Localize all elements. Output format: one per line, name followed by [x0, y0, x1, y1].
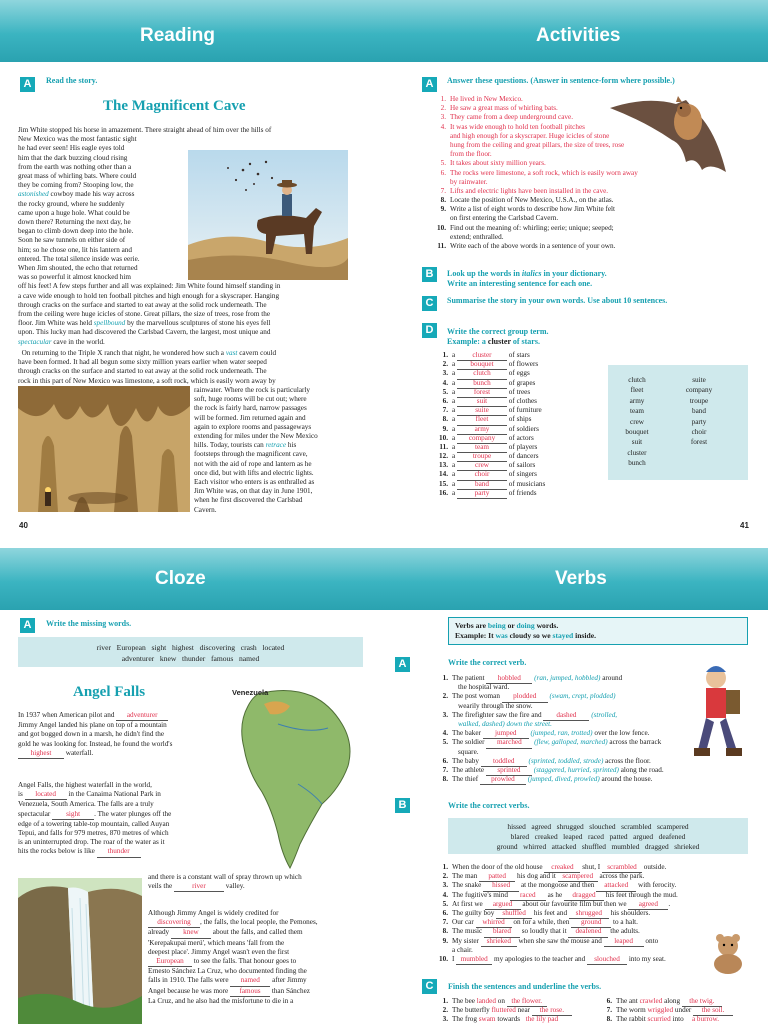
answer-line: 2. He saw a great mass of whirling bats.	[440, 104, 558, 113]
map-label-venezuela: Venezuela	[232, 688, 269, 697]
cloze-paragraph-3: and there is a constant wall of spray thrown up which veils the river valley.	[148, 873, 368, 892]
bat-illustration	[606, 92, 740, 192]
verb-item-continued: wearily through the snow.	[458, 701, 533, 710]
story-line: floor. Jim White was held spellbound by the marvellous sculptures of stone his eyes fell	[18, 319, 271, 328]
finish-sentence-item: 8. The rabbit scurried into a burrow.	[598, 1015, 758, 1024]
group-term-answer: choir	[457, 470, 507, 480]
group-term-item: 8. a fleet of ships	[434, 415, 604, 424]
story-line: was so powerful it almost knocked him	[18, 273, 131, 282]
story-line: once did, but with lifts and electric lights.	[194, 468, 314, 477]
verb-item: 8. The thief prowled (jumped, dived, prowled) around the house.	[434, 775, 724, 784]
answer-line: 9. Write a list of eight words to describe how Jim White felt	[440, 205, 616, 214]
story-line: Soon he saw tunnels on either side of	[18, 236, 126, 245]
group-term-answer: company	[457, 434, 507, 444]
word-box-word: clutch	[628, 376, 646, 384]
story-line: a cave wide enough to hold ten football pitches and high enough for a skyscraper. Hanging	[18, 291, 280, 300]
verb-answer: raced	[510, 891, 546, 901]
verb-answer: scrambled	[602, 863, 642, 873]
verbs-badge-b: B	[395, 798, 410, 813]
verbs-words-line3: ground whirred attacked shuffled mumbled dragged shrieked	[496, 842, 700, 851]
verb-answer: patted	[479, 872, 515, 882]
group-term-answer: clutch	[457, 369, 507, 379]
story-line: he had ever seen! His eagle eyes told	[18, 144, 125, 153]
activities-header: Activities	[536, 25, 621, 46]
answer-line: 1. He lived in New Mexico.	[440, 95, 523, 103]
story-line: down there? Returning the next day, he	[18, 218, 131, 227]
activities-badge-c: C	[422, 296, 437, 311]
verb-item: 5. The soldier marched (flew, galloped, marched) across the barrack	[434, 738, 724, 747]
group-term-answer: troupe	[457, 452, 507, 462]
answer-famous: famous	[230, 987, 270, 997]
answer-river: river	[174, 882, 224, 892]
verb-item: 3. The firefighter saw the fire and dashed (strolled,	[434, 711, 724, 720]
cloze-paragraph-4: Although Jimmy Angel is widely credited for discovering , the falls, the local people, the Pemones, already knew about the falls, and called them 'Kerepakupai merú', which means 'fall from the deepest place'. Jimmy Angel wasn't even the first European to see the falls. That honour goes to Ernesto Sánchez La Cruz, who documented finding the falls in 1910. The falls were named after Jimmy Angel because he was more famous than Sánchez La Cruz, and he also had the misfortune to die in a	[148, 909, 318, 1005]
story-paragraph-3	[194, 386, 364, 515]
story-line: began to climb down deep into the hole.	[18, 227, 134, 236]
word-box-word: party	[691, 417, 707, 426]
hiker-illustration	[676, 660, 756, 760]
story-line: astonished cowboy made his way across	[18, 190, 135, 199]
group-term-answer: suite	[457, 406, 507, 416]
reading-badge-a: A	[20, 77, 35, 92]
story-line: great mass of whirling bats. Where could	[18, 172, 137, 181]
verb-answer: whirred	[476, 918, 512, 928]
story-line: rainwater. Where the rock is particularly	[194, 386, 311, 394]
cloze-instruction: Write the missing words.	[46, 619, 132, 628]
story-line: from the earth was nothing other than a	[18, 162, 132, 171]
answer-european: European	[148, 957, 192, 967]
group-term-item: 4. a bunch of grapes	[434, 379, 604, 388]
story-line: off his feet! A few steps further and all was explained: Jim White found himself standing in	[18, 282, 281, 291]
finish-sentence-item: 3. The frog swam towards the lily pad	[434, 1015, 604, 1024]
word-box-left-column	[614, 375, 660, 469]
verb-sentence: 5. At first we argued about our favourite film but then we agreed .	[434, 900, 734, 909]
verb-sentence: 10. I mumbled my apologies to the teacher and slouched into my seat.	[434, 955, 734, 964]
word-box-word: forest	[690, 438, 708, 447]
story-line: extending for miles under the New Mexico	[194, 432, 318, 441]
answer-line: by rainwater.	[450, 177, 488, 186]
word-box-word: choir	[691, 428, 707, 437]
word-box-word: troupe	[689, 396, 709, 405]
verb-item: 1. The patient hobbled (ran, jumped, hobbled) around	[434, 674, 724, 683]
verb-item: 6. The baby toddled (sprinted, toddled, strode) across the floor.	[434, 757, 724, 766]
word-box-word: bouquet	[625, 428, 649, 437]
verb-answer: argued	[485, 900, 521, 910]
verb-answer: prowled	[480, 775, 526, 785]
word-box-word: crew	[630, 417, 644, 426]
group-term-item: 12. a troupe of dancers	[434, 452, 604, 461]
verbs-definition-box: Verbs are being or doing words. Example: It was cloudy so we stayed inside.	[448, 617, 748, 645]
finish-sentence-answer: the rose.	[532, 1006, 572, 1016]
activities-b-line2: Write an interesting sentence for each one.	[447, 279, 593, 288]
verb-answer: blared	[484, 927, 520, 937]
word-box-word: suite	[692, 376, 706, 384]
finish-sentence-answer: the soil.	[693, 1006, 733, 1016]
answer-line: 8. Locate the position of New Mexico, U.S.A., on the atlas.	[440, 196, 614, 205]
verb-answer: deafened	[568, 927, 608, 937]
verb-item-continued: the hospital ward.	[458, 683, 510, 692]
answer-located: located	[25, 790, 67, 800]
cowboy-with-bats-illustration	[188, 150, 348, 280]
story-line: not with the aid of rope and lantern as he	[194, 459, 312, 468]
story-line: entered. The total silence inside was eerie.	[18, 254, 140, 263]
word-box-word: company	[685, 386, 713, 395]
verb-answer: agreed	[628, 900, 668, 910]
finish-sentence-answer: the flower.	[507, 997, 547, 1007]
verb-sentence: a chair.	[452, 945, 473, 954]
group-term-item: 10. a company of actors	[434, 434, 604, 443]
verb-sentence: 7. Our car whirred on for a while, then ground to a halt.	[434, 918, 734, 927]
group-term-item: 15. a band of musicians	[434, 480, 604, 489]
reading-header: Reading	[140, 25, 215, 46]
cloze-paragraph-2: Angel Falls, the highest waterfall in the world, is located in the Canaima National Park in Venezuela, South America. The falls are a truly spectacular sight . The water plunges off the edge of a towering table-top mountain, called Auyan Tepui, and falls for 979 metres, 870 metres of which is an uninterrupted drop. The roar of the water as it hits the rocks below is like thunder	[18, 781, 218, 858]
cave-illustration	[18, 386, 190, 512]
verb-item: 2. The post woman plodded (swam, crept, plodded)	[434, 692, 724, 701]
verb-item: 4. The baker jumped (jumped, ran, trotted) over the low fence.	[434, 729, 724, 738]
story-line: him that the dark buzzing cloud rising	[18, 153, 128, 162]
verb-answer: mumbled	[456, 955, 492, 965]
story-line: footsteps through the magnificent cave,	[194, 450, 308, 459]
verbs-c-left-list	[434, 997, 604, 1024]
answer-sight: sight	[52, 810, 94, 820]
verb-answer: plodded	[502, 692, 548, 702]
finish-sentence-item: 6. The ant crawled along the twig.	[598, 997, 758, 1006]
story-line: spectacular cave in the world.	[18, 337, 105, 346]
cloze-words-line2: adventurer knew thunder famous named	[121, 654, 260, 663]
page-number-40: 40	[19, 521, 28, 530]
group-term-item: 5. a forest of trees	[434, 388, 604, 397]
verbs-b-list	[434, 863, 734, 964]
answer-discovering: discovering	[148, 918, 200, 928]
answer-line: on first entering the Carlsbad Cavern.	[450, 214, 559, 223]
group-term-answer: forest	[457, 388, 507, 398]
teddy-bear-illustration	[700, 930, 756, 974]
activities-badge-b: B	[422, 267, 437, 282]
verbs-badge-c: C	[422, 979, 437, 994]
story-line: Jim White was, on that day in June 1901,	[194, 487, 313, 496]
finish-sentence-answer: a burrow.	[685, 1015, 725, 1024]
story-line: from the ceiling were huge icicles of stone. Great pillars, the size of trees, rose from the	[18, 310, 271, 319]
verb-sentence: 3. The snake hissed at the mongoose and then attacked with ferocity.	[434, 881, 734, 890]
story-line: through cracks on the surface and started to eat away at the solid rock underneath. The	[18, 300, 267, 309]
answer-line: 5. It takes about sixty million years.	[440, 159, 546, 168]
group-term-answer: party	[457, 489, 507, 499]
cloze-title: Angel Falls	[73, 684, 146, 700]
activities-badge-a: A	[422, 77, 437, 92]
answer-highest: highest	[18, 749, 64, 759]
top-header-band	[0, 0, 768, 62]
finish-sentence-answer: the twig.	[682, 997, 722, 1007]
waterfall-illustration	[18, 878, 142, 1024]
verb-answer: shrieked	[481, 937, 517, 947]
cloze-badge-a: A	[20, 618, 35, 633]
activities-b-line1: Look up the words in italics in your dictionary.	[447, 269, 607, 278]
verb-item-continued: walked, dashed) down the street.	[458, 719, 552, 728]
page-number-41: 41	[740, 521, 749, 530]
verb-answer: attacked	[596, 881, 636, 891]
reading-instruction: Read the story.	[46, 76, 98, 85]
story-line: through cracks on the surface and started to eat away at the solid rock underneath. The	[18, 367, 267, 376]
word-box-word: band	[692, 407, 706, 416]
group-term-item: 3. a clutch of eggs	[434, 369, 604, 378]
verbs-header: Verbs	[555, 568, 607, 589]
story-title: The Magnificent Cave	[103, 98, 246, 114]
word-box-word: army	[629, 396, 645, 405]
story-line: the rocky ground, where he suddenly	[18, 199, 125, 208]
verb-answer: shuffled	[496, 909, 532, 919]
story-line: will be formed. Jim returned again and	[194, 413, 306, 422]
activities-a-instruction: Answer these questions. (Answer in sentence-form where possible.)	[447, 76, 675, 85]
verb-answer: jumped	[483, 729, 529, 739]
word-box-word: cluster	[627, 448, 647, 457]
verb-answer: leaped	[604, 937, 644, 947]
verb-sentence: 4. The fugitive's mind raced as he dragged his feet through the mud.	[434, 891, 734, 900]
verb-sentence: 8. The music blared so loudly that it deafened the adults.	[434, 927, 734, 936]
answer-line: 10. Find out the meaning of: whirling; eerie; unique; seeped;	[437, 223, 614, 232]
verb-answer: sprinted	[486, 766, 532, 776]
answer-line: 4. It was wide enough to hold ten football pitches	[440, 122, 585, 131]
verb-answer: hobbled	[486, 674, 532, 684]
verb-answer: scampered	[558, 872, 598, 882]
story-paragraph-2	[18, 349, 363, 386]
answer-line: 11. Write each of the above words in a sentence of your own.	[437, 242, 616, 250]
group-term-item: 13. a crew of sailors	[434, 461, 604, 470]
story-line: him; so he chose one, lit his lantern and	[18, 245, 132, 254]
group-term-item: 9. a army of soldiers	[434, 425, 604, 434]
finish-sentence-item: 2. The butterfly fluttered near the rose.	[434, 1006, 604, 1015]
bottom-header-band	[0, 548, 768, 610]
answer-adventurer: adventurer	[116, 711, 168, 721]
group-term-answer: bunch	[457, 379, 507, 389]
verb-sentence: 6. The guilty boy shuffled his feet and shrugged his shoulders.	[434, 909, 734, 918]
answer-thunder: thunder	[97, 847, 141, 857]
story-line: rock in this part of New Mexico was limestone, a soft rock, which is easily worn away by	[18, 376, 276, 385]
cloze-header: Cloze	[155, 568, 206, 589]
verbs-c-right-list	[598, 997, 758, 1024]
story-line: Jim White stopped his horse in amazement. There straight ahead of him over the hills of	[18, 126, 272, 134]
group-term-answer: crew	[457, 461, 507, 471]
story-line: upon. This lucky man had discovered the Carlsbad Cavern, the largest, most unique and	[18, 328, 271, 337]
story-line: again to explore rooms and passageways	[194, 422, 312, 431]
finish-sentence-answer: the lily pad	[522, 1015, 562, 1024]
group-term-answer: army	[457, 425, 507, 435]
story-line: soft, huge rooms will be cut out; where	[194, 395, 307, 404]
verb-sentence: 9. My sister shrieked when she saw the mouse and leaped onto	[434, 937, 734, 946]
verbs-c-instruction: Finish the sentences and underline the verbs.	[448, 982, 602, 991]
verbs-b-instruction: Write the correct verbs.	[448, 801, 530, 810]
answer-line: 6. The rocks were limestone, a soft rock, which is easily worn away	[440, 168, 638, 177]
finish-sentence-item: 7. The worm wriggled under the soil.	[598, 1006, 758, 1015]
activities-d-line2: Example: a cluster of stars.	[447, 337, 540, 346]
group-term-answer: band	[457, 480, 507, 490]
verb-answer: hissed	[483, 881, 519, 891]
group-term-item: 14. a choir of singers	[434, 470, 604, 479]
answer-line: 3. They came from a deep underground cave.	[440, 113, 573, 122]
word-box-word: fleet	[630, 386, 644, 395]
story-line: On returning to the Triple X ranch that night, he wondered how such a vast cavern could	[18, 349, 277, 357]
group-term-answer: bouquet	[457, 360, 507, 370]
story-line: the rock is fairly hard, narrow passages	[194, 404, 307, 413]
group-term-answer: cluster	[457, 351, 507, 361]
group-term-item: 1. a cluster of stars	[434, 351, 604, 360]
answer-line: extend; enthralled.	[450, 232, 504, 241]
story-line: New Mexico was the most fantastic sight	[18, 135, 137, 144]
verb-answer: ground	[571, 918, 611, 928]
word-box-word: bunch	[628, 459, 646, 468]
group-term-answer: fleet	[457, 415, 507, 425]
south-america-map	[218, 684, 366, 870]
group-term-item: 16. a party of friends	[434, 489, 604, 498]
story-line: Each visitor who enters is as enthralled as	[194, 478, 315, 487]
answer-line: 7. Lifts and electric lights have been installed in the cave.	[440, 186, 609, 195]
verbs-a-instruction: Write the correct verb.	[448, 658, 527, 667]
verbs-words-line1: hissed agreed shrugged slouched scrambled scampered	[507, 822, 689, 831]
answer-named: named	[230, 976, 270, 986]
cloze-words-line1: river European sight highest discovering crash located	[96, 643, 285, 652]
story-line: they be coming from? Stooping low, the	[18, 181, 134, 190]
verb-item-continued: square.	[458, 747, 479, 756]
verb-item: 7. The athlete sprinted (staggered, hurried, sprinted) along the road.	[434, 766, 724, 775]
verbs-words-line2: blared creaked leaped raced patted argued deafened	[510, 832, 686, 841]
word-box-word: team	[630, 407, 644, 416]
verb-sentence: 1. When the door of the old house creaked shut, I scrambled outside.	[434, 863, 734, 872]
answer-line: from the floor.	[450, 150, 492, 159]
verb-answer: slouched	[587, 955, 627, 965]
verb-answer: dragged	[564, 891, 604, 901]
activities-d-line1: Write the correct group term.	[447, 327, 549, 336]
finish-sentence-item: 1. The bee landed on the flower.	[434, 997, 604, 1006]
group-term-item: 7. a suite of furniture	[434, 406, 604, 415]
verb-answer: marched	[486, 738, 532, 748]
answer-line: and high enough for a skyscraper. Huge icicles of stone	[450, 131, 610, 140]
group-term-list	[434, 351, 604, 498]
verb-answer: toddled	[481, 757, 527, 767]
verb-answer: shrugged	[569, 909, 609, 919]
verbs-badge-a: A	[395, 657, 410, 672]
story-line: when he first discovered the Carlsbad	[194, 496, 303, 505]
word-box-right-column	[676, 375, 722, 448]
verb-answer: creaked	[544, 863, 580, 873]
group-term-item: 11. a team of players	[434, 443, 604, 452]
story-line: Cavern.	[194, 505, 217, 514]
activities-c-instruction: Summarise the story in your own words. Use about 10 sentences.	[447, 296, 668, 305]
answer-line: hung from the ceiling and great pillars, the size of trees, rose	[450, 140, 625, 149]
answer-knew: knew	[171, 928, 211, 938]
verb-sentence: 2. The man patted his dog and it scampered across the park.	[434, 872, 734, 881]
verb-answer: dashed	[543, 711, 589, 721]
group-term-answer: team	[457, 443, 507, 453]
cloze-paragraph-1: In 1937 when American pilot and adventurer Jimmy Angel landed his plane on top of a mountain and got bogged down in a marsh, he didn't find the gold he was looking for. Instead, he found the world's highest waterfall.	[18, 711, 218, 759]
group-term-item: 6. a suit of clothes	[434, 397, 604, 406]
group-term-item: 2. a bouquet of flowers	[434, 360, 604, 369]
story-line: have been formed. It had all begun some sixty million years earlier when water seeped	[18, 358, 267, 367]
word-box-word: suit	[631, 438, 643, 447]
activities-badge-d: D	[422, 323, 437, 338]
story-line: came upon a huge hole. What could be	[18, 208, 130, 217]
story-line: hills. Today, tourists can retrace his	[194, 441, 297, 450]
story-line: When Jim shouted, the echo that returned	[18, 264, 138, 273]
group-term-answer: suit	[457, 397, 507, 407]
